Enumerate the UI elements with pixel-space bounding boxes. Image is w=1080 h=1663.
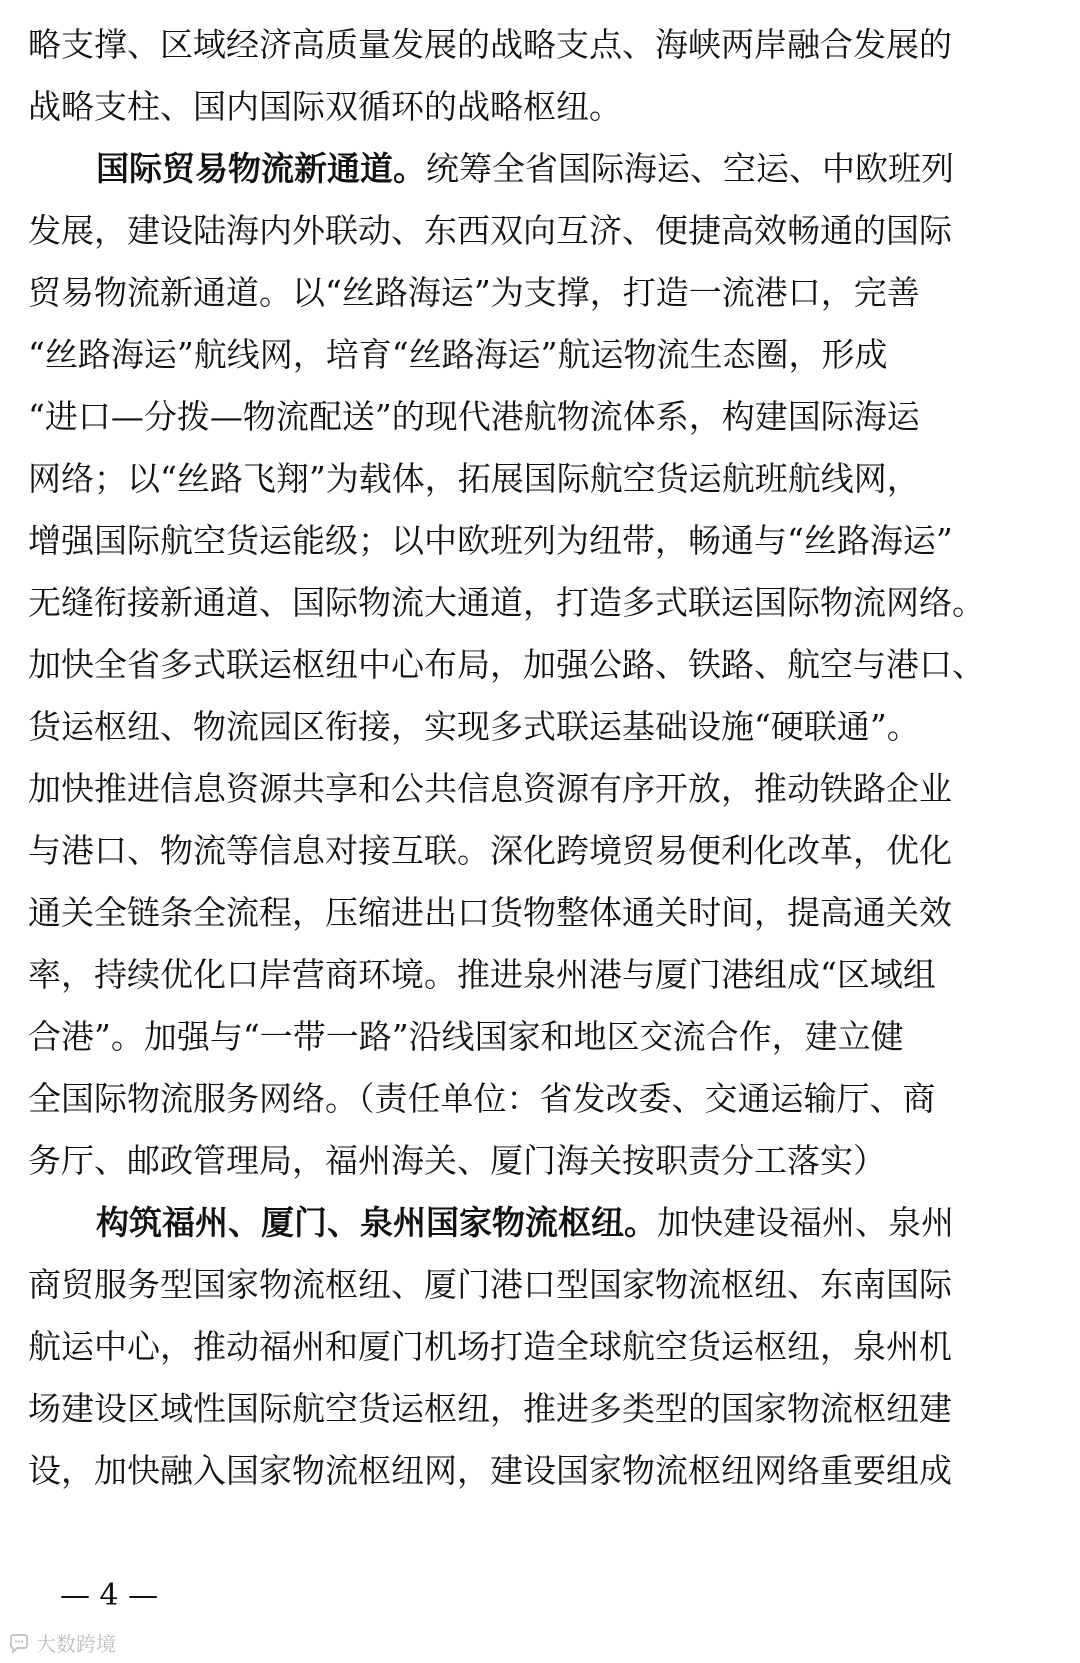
text-line	[28, 76, 1038, 138]
line-text: 网络；以“丝路飞翔”为载体，拓展国际航空货运航班航线网，	[28, 459, 920, 498]
text-line	[28, 262, 1038, 324]
watermark-text: 大数跨境	[36, 1632, 116, 1656]
text-line	[28, 1440, 1038, 1502]
paragraph-start-line	[28, 138, 1038, 200]
line-text: 战略支柱、国内国际双循环的战略枢纽。	[28, 87, 622, 126]
line-text: 航运中心，推动福州和厦门机场打造全球航空货运枢纽，泉州机	[28, 1327, 952, 1366]
line-text: 商贸服务型国家物流枢纽、厦门港口型国家物流枢纽、东南国际	[28, 1265, 952, 1304]
line-text: 场建设区域性国际航空货运枢纽，推进多类型的国家物流枢纽建	[28, 1389, 952, 1428]
text-line	[28, 944, 1038, 1006]
paragraph-heading: 国际贸易物流新通道。	[96, 149, 426, 188]
line-text: “丝路海运”航线网，培育“丝路海运”航运物流生态圈，形成	[28, 335, 888, 374]
line-text: 发展，建设陆海内外联动、东西双向互济、便捷高效畅通的国际	[28, 211, 952, 250]
text-line	[28, 1378, 1038, 1440]
line-text: 率，持续优化口岸营商环境。推进泉州港与厦门港组成“区域组	[28, 955, 936, 994]
chat-bubble-icon	[8, 1633, 30, 1655]
line-text: 增强国际航空货运能级；以中欧班列为纽带，畅通与“丝路海运”	[28, 521, 953, 560]
watermark	[8, 1632, 116, 1656]
text-line	[28, 634, 1038, 696]
line-text: 通关全链条全流程，压缩进出口货物整体通关时间，提高通关效	[28, 893, 952, 932]
line-text: 货运枢纽、物流园区衔接，实现多式联运基础设施“硬联通”。	[28, 707, 920, 746]
text-line	[28, 758, 1038, 820]
text-line	[28, 200, 1038, 262]
text-line	[28, 14, 1038, 76]
line-text: 全国际物流服务网络。（责任单位：省发改委、交通运输厅、商	[28, 1079, 936, 1118]
line-text: 加快推进信息资源共享和公共信息资源有序开放，推动铁路企业	[28, 769, 952, 808]
line-text: 略支撑、区域经济高质量发展的战略支点、海峡两岸融合发展的	[28, 25, 952, 64]
line-text: 统筹全省国际海运、空运、中欧班列	[426, 149, 954, 188]
paragraph-heading: 构筑福州、厦门、泉州国家物流枢纽。	[96, 1203, 657, 1242]
line-text: 与港口、物流等信息对接互联。深化跨境贸易便利化改革，优化	[28, 831, 952, 870]
line-text: 无缝衔接新通道、国际物流大通道，打造多式联运国际物流网络。	[28, 583, 985, 622]
document-body	[28, 14, 1038, 1502]
line-text: 务厅、邮政管理局，福州海关、厦门海关按职责分工落实）	[28, 1141, 886, 1180]
text-line	[28, 1254, 1038, 1316]
line-text: 设，加快融入国家物流枢纽网，建设国家物流枢纽网络重要组成	[28, 1451, 952, 1490]
text-line	[28, 324, 1038, 386]
text-line	[28, 1068, 1038, 1130]
line-text: “进口—分拨—物流配送”的现代港航物流体系，构建国际海运	[28, 397, 920, 436]
text-line	[28, 882, 1038, 944]
line-text: 合港”。加强与“一带一路”沿线国家和地区交流合作，建立健	[28, 1017, 904, 1056]
text-line	[28, 386, 1038, 448]
text-line	[28, 1316, 1038, 1378]
paragraph-start-line	[28, 1192, 1038, 1254]
line-text: 加快建设福州、泉州	[657, 1203, 954, 1242]
line-text: 加快全省多式联运枢纽中心布局，加强公路、铁路、航空与港口、	[28, 645, 985, 684]
text-line	[28, 448, 1038, 510]
line-text: 贸易物流新通道。以“丝路海运”为支撑，打造一流港口，完善	[28, 273, 920, 312]
text-line	[28, 1006, 1038, 1068]
text-line	[28, 1130, 1038, 1192]
page-number: — 4 —	[60, 1578, 159, 1613]
text-line	[28, 696, 1038, 758]
text-line	[28, 820, 1038, 882]
text-line	[28, 572, 1038, 634]
text-line	[28, 510, 1038, 572]
